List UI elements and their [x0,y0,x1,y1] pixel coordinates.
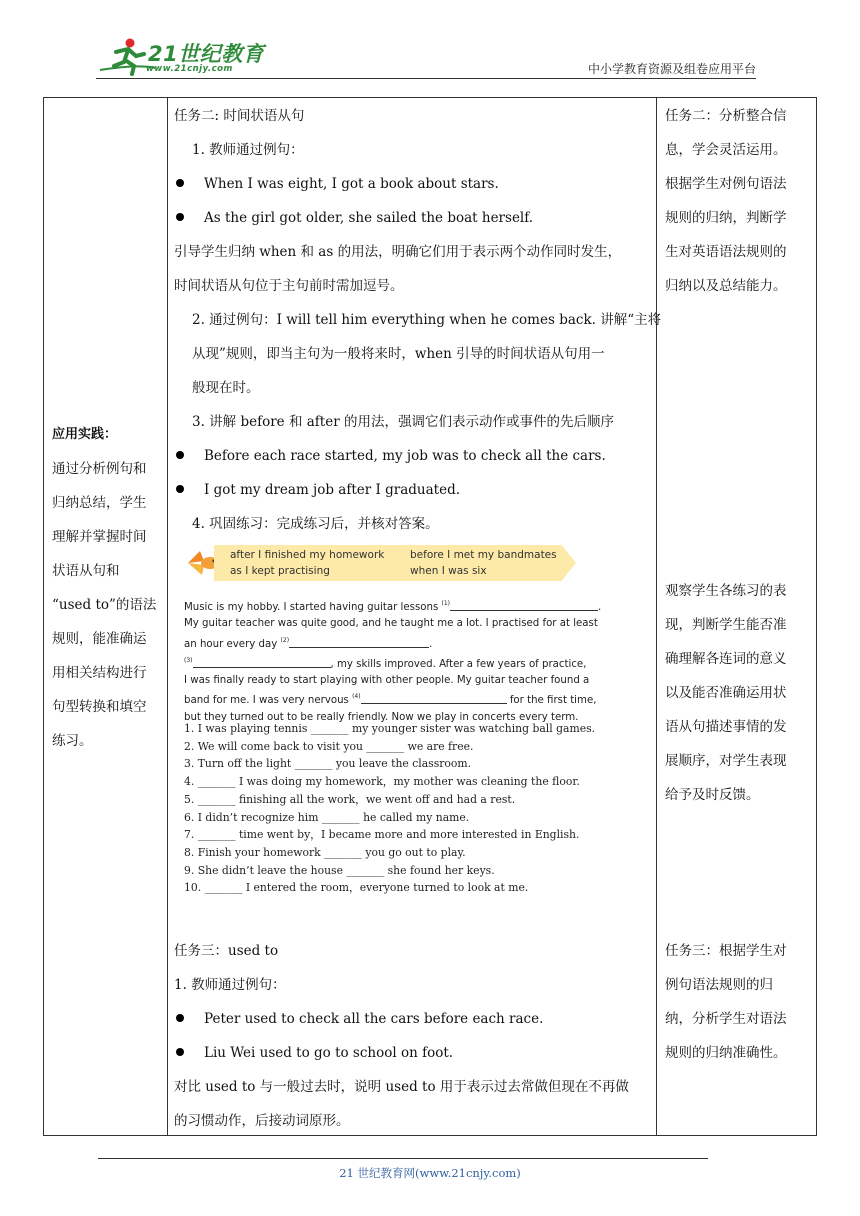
assessment-line: 规则的归纳准确性。 [665,1045,787,1061]
assessment-block-3 [665,934,813,1070]
task2-step4: 4. 巩固练习：完成练习后，并核对答案。 [192,516,439,532]
task3-section [174,934,652,1138]
task2-step2: 2. 通过例句：I will tell him everything when he comes back. 讲解“主将 [192,312,662,328]
bullet-icon [176,1014,184,1022]
objective-line: 规则，能准确运 [52,631,147,647]
task3-title: 任务三：used to [174,943,279,959]
passage-line: My guitar teacher was quite good, and he taught me a lot. I practised for at least [184,618,598,630]
assessment-line: 例句语法规则的归 [665,977,773,993]
assessment-line: 归纳以及总结能力。 [665,278,787,294]
example-sentence: Before each race started, my job was to check all the cars. [174,439,652,473]
assessment-line: 息，学会灵活运用。 [665,142,787,158]
exercise-item: 2. We will come back to visit you _______ we are free. [184,739,474,753]
banner-phrase: after I finished my homework [230,549,385,561]
footer-divider [98,1158,708,1159]
objective-column [44,98,168,1135]
assessment-line: 现，判断学生能否准 [665,617,787,633]
example-sentence: As the girl got older, she sailed the boat herself. [174,201,652,235]
banner-phrase: when I was six [410,565,487,577]
objective-title: 应用实践： [52,427,118,442]
example-sentence: When I was eight, I got a book about stars. [174,167,652,201]
objective-line: 理解并掌握时间 [52,529,147,545]
assessment-line: 观察学生各练习的表 [665,583,787,599]
task2-step3: 3. 讲解 before 和 after 的用法，强调它们表示动作或事件的先后顺序 [192,414,614,430]
lesson-table [43,97,817,1136]
objective-line: 通过分析例句和 [52,461,147,477]
assessment-line: 任务二：分析整合信 [665,108,787,124]
explain-line: 的习惯动作，后接动词原形。 [174,1113,350,1129]
assessment-line: 规则的归纳，判断学 [665,210,787,226]
assessment-line: 语从句描述事情的发 [665,719,787,735]
bullet-icon [176,485,184,493]
page-header [0,0,860,80]
passage-line: $^{(3)}$ , my skills improved. After a few years of practice, [184,656,587,670]
objective-line: “used to”的语法 [52,597,157,613]
objective-line: 用相关结构进行 [52,665,147,681]
bullet-icon [176,451,184,459]
banner-phrase: as I kept practising [230,565,330,577]
assessment-line: 确理解各连词的意义 [665,651,787,667]
exercise-item: 8. Finish your homework _______ you go out to play. [184,845,466,859]
task3-step1: 1. 教师通过例句： [174,977,286,993]
passage-line: an hour every day $^{(2)}$ . [184,636,433,650]
exercise-item: 7. _______ time went by，I became more and more interested in English. [184,828,580,842]
objective-line: 练习。 [52,733,93,749]
phrase-banner [174,545,576,581]
reading-passage [184,596,602,726]
assessment-line: 以及能否准确运用状 [665,685,787,701]
assessment-column [657,98,816,1135]
header-divider [96,78,756,79]
footer-link[interactable]: 21 世纪教育网(www.21cnjy.com) [339,1166,521,1180]
objective-line: 归纳总结，学生 [52,495,147,511]
example-sentence: I got my dream job after I graduated. [174,473,652,507]
exercise-item: 4. _______ I was doing my homework，my mother was cleaning the floor. [184,775,580,789]
task2-step2: 般现在时。 [192,380,260,396]
exercise-item: 5. _______ finishing all the work，we went off and had a rest. [184,792,516,806]
banner-phrase: before I met my bandmates [410,549,557,561]
example-sentence: Peter used to check all the cars before each race. [174,1002,652,1036]
bullet-icon [176,1048,184,1056]
platform-title: 中小学教育资源及组卷应用平台 [587,62,756,76]
assessment-block-2 [665,574,813,812]
bullet-icon [176,213,184,221]
exercise-item: 3. Turn off the light _______ you leave the classroom. [184,757,472,771]
assessment-block-1 [665,99,813,303]
exercise-item: 10. _______ I entered the room，everyone turned to look at me. [184,881,529,895]
passage-line: Music is my hobby. I started having guitar lessons $^{(1)}$ . [184,600,602,613]
task2-step2: 从现”规则，即当主句为一般将来时，when 引导的时间状语从句用一 [192,346,605,362]
assessment-line: 纳，分析学生对语法 [665,1011,787,1027]
exercise-item: 9. She didn’t leave the house _______ she found her keys. [184,863,495,877]
objective-line: 句型转换和填空 [52,699,147,715]
assessment-line: 生对英语语法规则的 [665,244,787,260]
passage-line: I was finally ready to start playing with other people. My guitar teacher found a [184,675,590,687]
task2-title: 任务二: 时间状语从句 [174,108,305,124]
objective-text [52,418,162,758]
assessment-line: 任务三：根据学生对 [665,943,787,959]
assessment-line: 给予及时反馈。 [665,787,760,803]
bullet-icon [176,179,184,187]
task2-step1: 1. 教师通过例句： [192,142,304,158]
example-sentence: Liu Wei used to go to school on foot. [174,1036,652,1070]
objective-line: 状语从句和 [52,563,120,579]
exercise-list [184,720,654,897]
activity-column [168,98,662,1135]
task2-section [174,99,662,541]
explain-line: 时间状语从句位于主句前时需加逗号。 [174,278,404,294]
assessment-line: 根据学生对例句语法 [665,176,787,192]
logo-text: 21世纪教育 [148,42,265,66]
exercise-item: 1. I was playing tennis _______ my younger sister was watching ball games. [184,722,596,735]
explain-line: 引导学生归纳 when 和 as 的用法，明确它们用于表示两个动作同时发生， [174,244,622,260]
explain-line: 对比 used to 与一般过去时，说明 used to 用于表示过去常做但现在不再做 [174,1079,629,1095]
passage-line: band for me. I was very nervous $^{(4)}$ for the first time, [184,693,597,707]
exercise-item: 6. I didn’t recognize him _______ he called my name. [184,810,470,824]
logo-url: www.21cnjy.com [146,64,233,74]
assessment-line: 展顺序，对学生表现 [665,753,787,769]
passage-line: but they turned out to be really friendly. Now we play in concerts every term. [184,711,579,723]
